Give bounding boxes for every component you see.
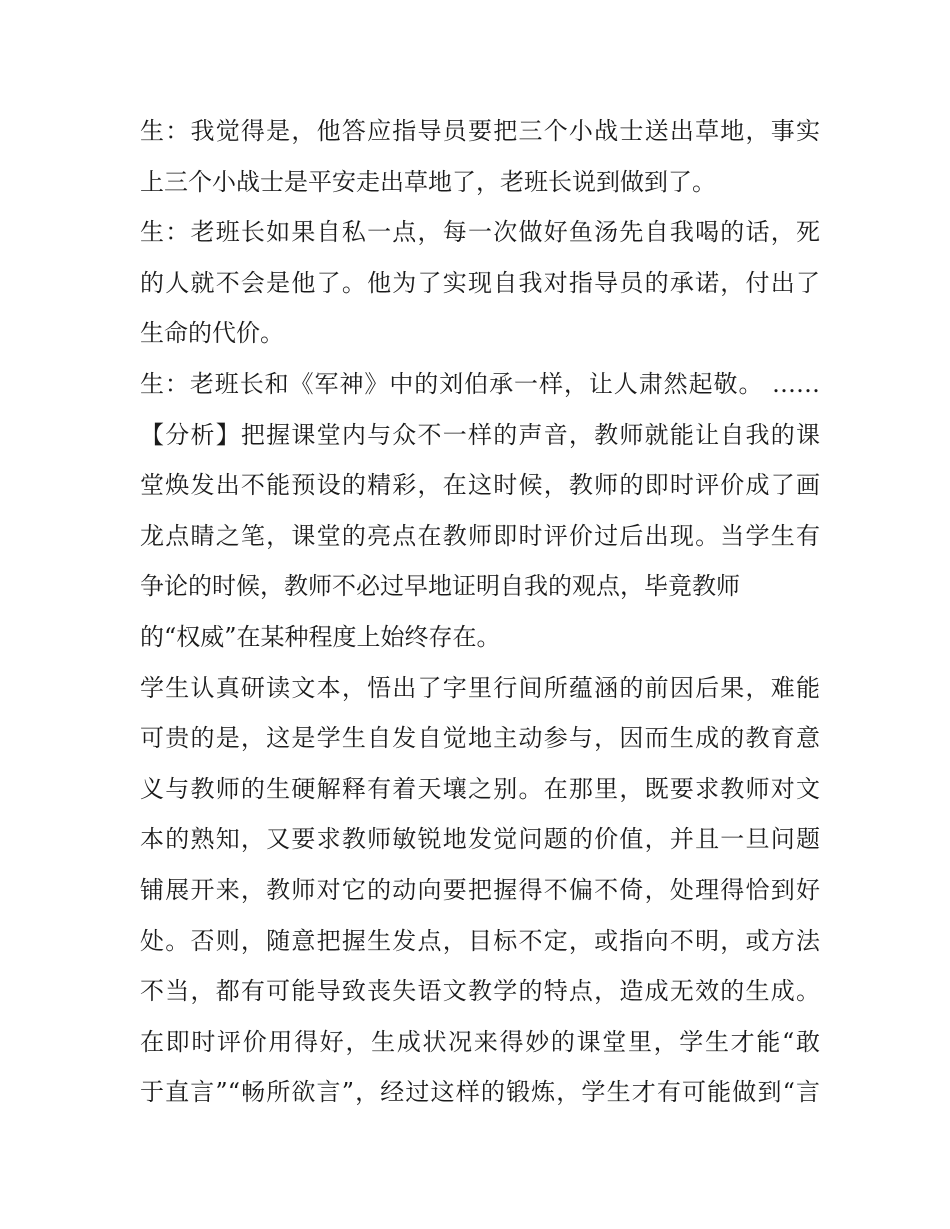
text-line: 龙点睛之笔，课堂的亮点在教师即时评价过后出现。当学生有 [140,521,820,550]
text-line: 争论的时候，教师不必过早地证明自我的观点，毕竟教师 [140,572,740,601]
text-line: 生：老班长和《军神》中的刘伯承一样，让人肃然起敬。 …… [140,369,820,398]
text-line: 生：老班长如果自私一点，每一次做好鱼汤先自我喝的话，死 [140,218,820,247]
text-line: 于直言”“畅所欲言”，经过这样的锻炼，学生才有可能做到“言 [140,1078,820,1107]
document-body [140,106,820,1118]
text-line: 可贵的是，这是学生自发自觉地主动参与，因而生成的教育意 [140,724,820,753]
text-line: 义与教师的生硬解释有着天壤之别。在那里，既要求教师对文 [140,774,820,803]
text-line: 的“权威”在某种程度上始终存在。 [140,622,501,651]
text-line: 不当，都有可能导致丧失语文教学的特点，造成无效的生成。 [140,977,820,1006]
text-line: 本的熟知，又要求教师敏锐地发觉问题的价值，并且一旦问题 [140,825,820,854]
text-line: 生命的代价。 [140,319,284,348]
text-line: 【分析】把握课堂内与众不一样的声音，教师就能让自我的课 [140,420,820,449]
text-line: 生：我觉得是，他答应指导员要把三个小战士送出草地，事实 [140,117,820,145]
text-line: 铺展开来，教师对它的动向要把握得不偏不倚，处理得恰到好 [140,875,820,904]
text-line: 的人就不会是他了。他为了实现自我对指导员的承诺，付出了 [140,268,820,297]
text-line: 学生认真研读文本，悟出了字里行间所蕴涵的前因后果，难能 [140,673,820,702]
text-line: 堂焕发出不能预设的精彩，在这时候，教师的即时评价成了画 [140,471,820,500]
text-line: 在即时评价用得好，生成状况来得妙的课堂里，学生才能“敢 [140,1027,820,1056]
text-line: 上三个小战士是平安走出草地了，老班长说到做到了。 [140,167,716,196]
text-line: 处。否则，随意把握生发点，目标不定，或指向不明，或方法 [140,926,820,955]
